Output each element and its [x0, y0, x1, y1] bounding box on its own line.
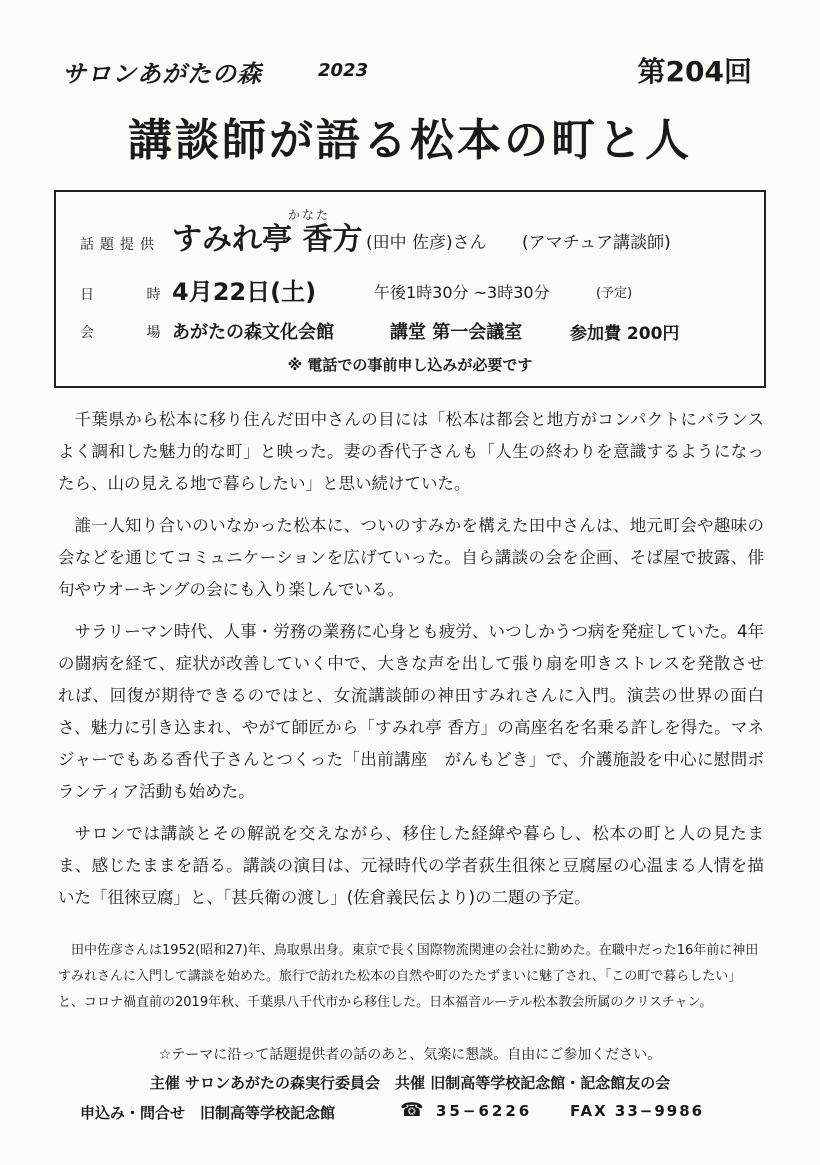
series-name: サロンあがたの森 [62, 60, 262, 88]
venue-room: 講堂 第一会議室 [390, 322, 523, 343]
page-title: 講談師が語る松本の町と人 [128, 115, 692, 166]
venue-name: あがたの森文化会館 [172, 322, 334, 343]
paragraph-1: 千葉県から松本に移り住んだ田中さんの目には「松本は都会と地方がコンパクトにバランスよく調和した魅力的な町」と映った。妻の香代子さんも「人生の終わりを意識するようになったら、山の見える地で暮らしたい」と思い続けていた。 [58, 410, 764, 493]
speaker-name: すみれ亭 香方 [172, 222, 363, 257]
paragraph-4: サロンでは講談とその解説を交えながら、移住した経緯や暮らし、松本の町と人の見たまま、感じたままを語る。講談の演目は、元禄時代の学者荻生徂徠と豆腐屋の心温まる人情を描いた「徂徠豆腐」と、「甚兵衛の渡し」(佐倉義民伝より)の二題の予定。 [58, 824, 764, 907]
reservation-notice: ※ 電話での事前申し込みが必要です [287, 356, 533, 374]
fax-number: FAX 33−9986 [570, 1102, 705, 1120]
phone-icon: ☎ [400, 1099, 424, 1121]
footer-note: ☆テーマに沿って話題提供者の話のあと、気楽に懇談。自由にご参加ください。 [158, 1047, 662, 1063]
venue-label: 会 場 [80, 325, 185, 341]
event-time: 午後1時30分 ~3時30分 [374, 283, 550, 302]
speaker-real-name: (田中 佐彦)さん [366, 233, 487, 253]
event-date: 4月22日(土) [172, 278, 317, 306]
speaker-label: 話題提供 [80, 237, 160, 253]
header [62, 48, 752, 92]
event-time-note: (予定) [596, 286, 633, 301]
speaker-role: (アマチュア講談師) [522, 233, 671, 253]
series-year: 2023 [318, 60, 369, 81]
paragraph-3: サラリーマン時代、人事・労務の業務に心身とも疲労、いつしかうつ病を発症していた。4年の闘病を経て、症状が改善していく中で、大きな声を出して張り扇を叩きストレスを発散させれば、回復が期待できるのではと、女流講談師の神田すみれさんに入門。演芸の世界の面白さ、魅力に引き込まれ、やがて師匠から「すみれ亭 香方」の高座名を名乗る許しを得た。マネジャーでもある香代子さんとつくった「出前講座 がんもどき」で、介護施設を中心に慰問ボランティア活動も始めた。 [58, 622, 764, 801]
issue-number: 第204回 [637, 55, 752, 88]
article-body [58, 404, 764, 924]
date-label: 日 時 [80, 287, 185, 303]
speaker-ruby: かなた [288, 208, 331, 222]
speaker-bio: 田中佐彦さんは1952(昭和27)年、鳥取県出身。東京で長く国際物流関連の会社に勤めた。在職中だった16年前に神田すみれさんに入門して講談を始めた。旅行で訪れた松本の自然や町のたたずまいに魅了され、「この町で暮らしたい」と、コロナ禍直前の2019年秋、千葉県八千代市から移住した。日本福音ルーテル松本教会所属のクリスチャン。 [58, 943, 759, 1010]
event-info-box [54, 190, 766, 388]
sponsors-line: 主催 サロンあがたの森実行委員会 共催 旧制高等学校記念館・記念館友の会 [149, 1074, 671, 1092]
participation-fee: 参加費 200円 [570, 324, 680, 344]
contact-label: 申込み・問合せ 旧制高等学校記念館 [80, 1104, 336, 1122]
phone-number: 35−6226 [436, 1102, 533, 1120]
paragraph-2: 誰一人知り合いのいなかった松本に、ついのすみかを構えた田中さんは、地元町会や趣味の会などを通じてコミュニケーションを広げていった。自ら講談の会を企画、そば屋で披露、俳句やウオーキングの会にも入り楽しんでいる。 [58, 516, 764, 599]
